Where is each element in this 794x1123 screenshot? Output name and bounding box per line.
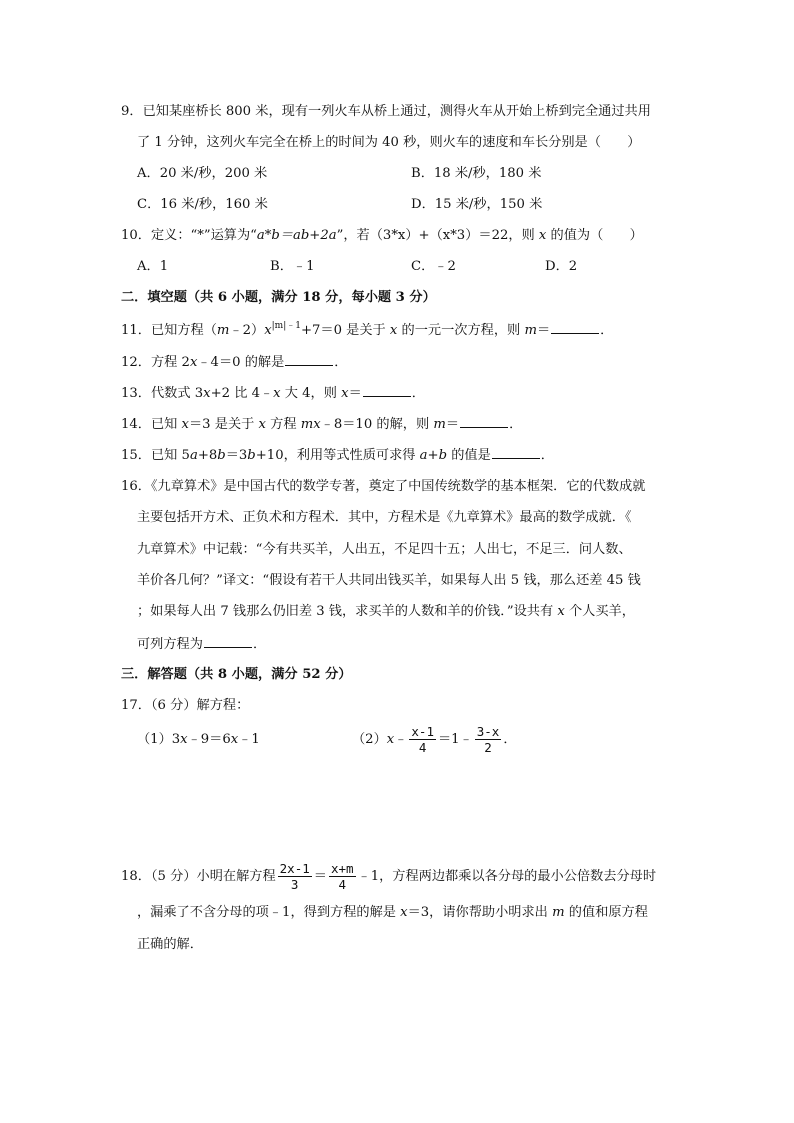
q12-answer-blank[interactable] bbox=[285, 353, 333, 366]
q12-end: ． bbox=[334, 355, 348, 370]
q17-fraction-2-denominator: 2 bbox=[484, 740, 492, 755]
q17-part2 bbox=[352, 722, 517, 758]
q17-fraction-1-numerator: x-1 bbox=[411, 724, 434, 739]
q18-l2-t2: ＝3，请你帮助小明求出 bbox=[407, 905, 553, 920]
q17-p1-t3: ﹣1 bbox=[238, 732, 260, 747]
q9-line2: 了 1 分钟，这列火车完全在桥上的时间为 40 秒，则火车的速度和车长分别是（ ） bbox=[137, 135, 641, 150]
q14-t5: ＝ bbox=[445, 417, 460, 432]
q13-x3: x bbox=[341, 386, 349, 401]
q17-fraction-1 bbox=[409, 724, 436, 755]
q10-option-a: A．1 bbox=[137, 259, 169, 274]
q11-exponent: |m|﹣1 bbox=[271, 321, 301, 331]
q18-fraction-1-denominator: 3 bbox=[290, 877, 299, 892]
q12-t1: 12．方程 2 bbox=[121, 355, 190, 370]
section-3-heading: 三．解答题（共 8 小题，满分 52 分） bbox=[121, 667, 352, 682]
q11-end: ． bbox=[600, 323, 614, 338]
q16-line2: 主要包括开方术、正负术和方程术．其中，方程术是《九章算术》最高的数学成就．《 bbox=[137, 510, 632, 525]
q16-line3: 九章算术》中记载：“今有共买羊，人出五，不足四十五；人出七，不足三．问人数、 bbox=[137, 542, 632, 557]
q13-t2: +2 比 4﹣ bbox=[210, 386, 274, 401]
q17-p1-x2: x bbox=[230, 732, 239, 747]
q16-answer-blank[interactable] bbox=[204, 635, 252, 648]
q14 bbox=[121, 415, 522, 434]
q16-line6 bbox=[137, 635, 266, 654]
q14-end: ． bbox=[509, 417, 523, 432]
q13-x2: x bbox=[273, 386, 281, 401]
q18-fraction-2-denominator: 4 bbox=[338, 877, 346, 892]
q12-t2: ﹣4＝0 的解是 bbox=[197, 355, 285, 370]
q11 bbox=[121, 321, 613, 341]
q16-line6-text: 可列方程为 bbox=[137, 637, 203, 652]
q14-t2: ＝3 是关于 bbox=[188, 417, 259, 432]
q18-t2: ﹣1，方程两边都乘以各分母的最小公倍数去分母时 bbox=[357, 869, 657, 884]
q17-p1-t1: （1）3 bbox=[137, 732, 181, 747]
q17-fraction-2-numerator: 3-x bbox=[476, 724, 500, 739]
q15 bbox=[121, 446, 554, 465]
q15-end: ． bbox=[540, 448, 554, 463]
q13-end: ． bbox=[411, 386, 425, 401]
q15-ab: a+b bbox=[419, 448, 448, 463]
q12 bbox=[121, 353, 347, 372]
q11-x2: x bbox=[389, 323, 398, 338]
q16-line1: 16．《九章算术》是中国古代的数学专著，奠定了中国传统数学的基本框架．它的代数成就 bbox=[121, 479, 646, 494]
q17-p2-end: ． bbox=[503, 732, 517, 747]
q17-p2-t3: ＝1﹣ bbox=[437, 732, 473, 747]
q9-option-b: B．18 米/秒，180 米 bbox=[411, 166, 542, 181]
q10-formula: a*b＝ab+2a bbox=[256, 228, 337, 243]
q14-t1: 14．已知 bbox=[121, 417, 182, 432]
q18-line3: 正确的解． bbox=[137, 937, 203, 952]
section-2-heading: 二．填空题（共 6 小题，满分 18 分，每小题 3 分） bbox=[121, 290, 436, 305]
q17-fraction-2 bbox=[475, 724, 502, 755]
q11-t1: 11．已知方程（ bbox=[121, 323, 217, 338]
q18-equals: ＝ bbox=[313, 869, 327, 884]
q15-t2: +8 bbox=[197, 448, 218, 463]
q9-option-c: C．16 米/秒，160 米 bbox=[137, 197, 268, 212]
q10-option-b: B．﹣1 bbox=[270, 259, 315, 274]
q11-x: x bbox=[264, 323, 272, 338]
q13 bbox=[121, 384, 425, 403]
q9-option-d: D．15 米/秒，150 米 bbox=[411, 197, 543, 212]
q13-x: x bbox=[203, 386, 211, 401]
q17-part1 bbox=[137, 731, 260, 749]
q10-option-c: C．﹣2 bbox=[411, 259, 456, 274]
q14-t3: 方程 bbox=[265, 417, 301, 432]
q17-title: 17．（6 分）解方程： bbox=[121, 698, 250, 713]
q14-mx: mx bbox=[300, 417, 321, 432]
q17-p2-t1: （2） bbox=[352, 732, 387, 747]
q11-t2: ﹣2） bbox=[229, 323, 265, 338]
q18-l2-t1: ，漏乘了不含分母的项﹣1，得到方程的解是 bbox=[137, 905, 401, 920]
q18-fraction-2 bbox=[329, 861, 356, 892]
q18-fraction-2-numerator: x+m bbox=[330, 861, 354, 876]
q14-m: m bbox=[433, 417, 446, 432]
q16-line5-a: ；如果每人出 7 钱那么仍旧差 3 钱，求买羊的人数和羊的价钱．”设共有 bbox=[137, 604, 558, 619]
q11-t4: 的一元一次方程，则 bbox=[397, 323, 525, 338]
q15-t4: +10，利用等式性质可求得 bbox=[255, 448, 420, 463]
q11-m2: m bbox=[524, 323, 537, 338]
q16-end: ． bbox=[252, 637, 267, 652]
q15-t3: ＝3 bbox=[225, 448, 248, 463]
q18-line1 bbox=[121, 859, 656, 895]
q9-line1: 9．已知某座桥长 800 米，现有一列火车从桥上通过，测得火车从开始上桥到完全通过共用 bbox=[121, 104, 651, 119]
q16-line5-b: 个人买羊， bbox=[564, 604, 635, 619]
q17-fraction-1-denominator: 4 bbox=[418, 740, 427, 755]
q14-x2: x bbox=[258, 417, 266, 432]
q13-answer-blank[interactable] bbox=[363, 384, 411, 397]
q16-x: x bbox=[557, 604, 565, 619]
q15-a: a bbox=[189, 448, 198, 463]
q10-text-pre: 10．定义：“*”运算为“ bbox=[121, 228, 257, 243]
q10-stem bbox=[121, 227, 643, 245]
q18-m: m bbox=[552, 905, 565, 920]
q18-x: x bbox=[400, 905, 408, 920]
q10-option-d: D．2 bbox=[545, 259, 578, 274]
q15-t5: 的值是 bbox=[447, 448, 491, 463]
q18-fraction-1 bbox=[278, 861, 312, 892]
q14-x: x bbox=[181, 417, 189, 432]
q15-b2: b bbox=[247, 448, 256, 463]
q13-t3: 大 4，则 bbox=[280, 386, 342, 401]
q16-line4: 羊价各几何？”译文：“假设有若干人共同出钱买羊，如果每人出 5 钱，那么还差 45 钱 bbox=[137, 573, 641, 588]
q18-line2 bbox=[137, 904, 648, 922]
q16-line5 bbox=[137, 603, 635, 621]
q10-text-mid: ”，若（3*x）+（x*3）＝22，则 bbox=[336, 228, 539, 243]
q17-p2-x: x bbox=[386, 732, 395, 747]
q14-answer-blank[interactable] bbox=[460, 415, 508, 428]
q18-t1: 18．（5 分）小明在解方程 bbox=[121, 869, 276, 884]
q15-answer-blank[interactable] bbox=[492, 446, 540, 459]
q17-p2-t2: ﹣ bbox=[394, 732, 408, 747]
q10-var: x bbox=[538, 228, 547, 243]
q17-p1-t2: ﹣9＝6 bbox=[187, 732, 231, 747]
q15-t1: 15．已知 5 bbox=[121, 448, 190, 463]
q17-p1-x: x bbox=[180, 732, 188, 747]
q9-option-a: A．20 米/秒，200 米 bbox=[137, 166, 268, 181]
q11-m: m bbox=[216, 323, 230, 338]
q14-t4: ﹣8＝10 的解，则 bbox=[320, 417, 434, 432]
q13-t1: 13．代数式 3 bbox=[121, 386, 204, 401]
q13-t4: ＝ bbox=[348, 386, 362, 401]
q12-x: x bbox=[189, 355, 198, 370]
q18-l2-t3: 的值和原方程 bbox=[564, 905, 648, 920]
q15-b: b bbox=[217, 448, 226, 463]
q10-text-post: 的值为（ ） bbox=[546, 228, 643, 243]
q18-fraction-1-numerator: 2x-1 bbox=[279, 861, 310, 876]
q11-t5: ＝ bbox=[536, 323, 551, 338]
q11-answer-blank[interactable] bbox=[551, 321, 599, 334]
q11-t3: +7＝0 是关于 bbox=[300, 323, 390, 338]
